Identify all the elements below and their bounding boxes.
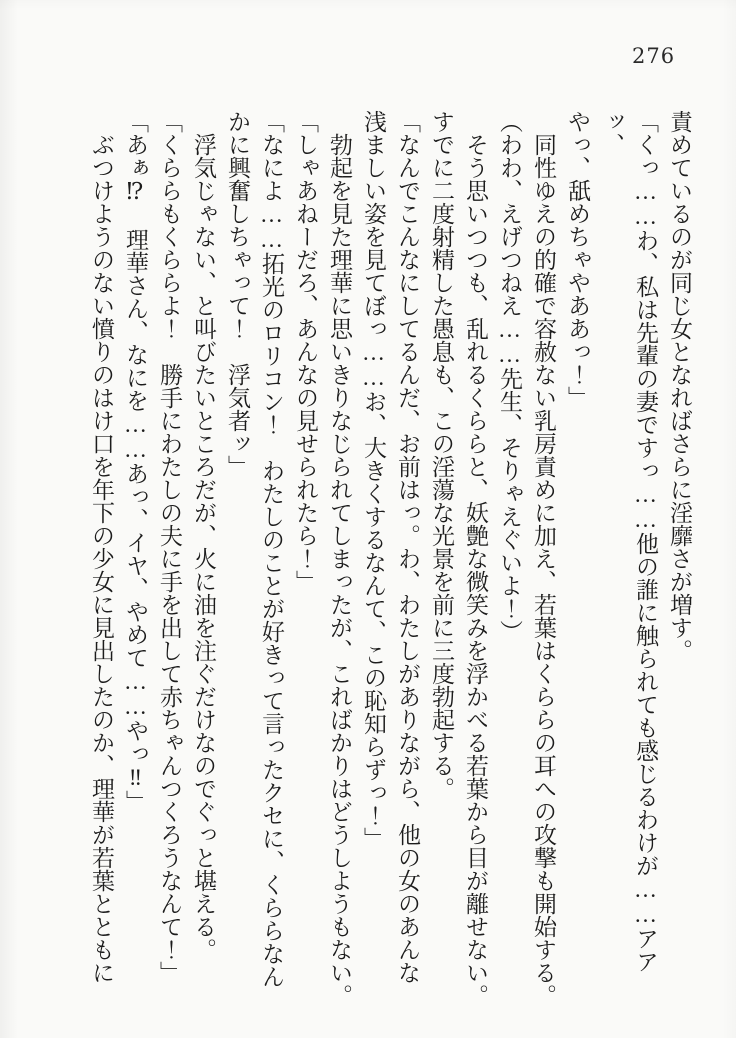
text-column-16: 「あぁ⁉ 理華さん、なにを……あっ、イヤ、やめて……やっ‼」 <box>123 110 148 813</box>
page-number: 276 <box>632 44 676 68</box>
text-column-2: 「くっ……わ、私は先輩の妻ですっ……他の誰に触られても感じるわけが……アアッ、 <box>599 110 658 973</box>
text-column-15: 「くららもくららよ！ 勝手にわたしの夫に手を出して赤ちゃんつくろうなんて！」 <box>157 110 182 984</box>
text-column-17: ぶつけようのない憤りのはけ口を年下の少女に見出したのか、理華が若葉とともに <box>89 110 114 984</box>
text-block <box>84 110 696 1012</box>
text-column-3: やっ、舐めちゃやああっ！」 <box>565 110 590 409</box>
text-column-13: かに興奮しちゃって！ 浮気者ッ」 <box>225 110 250 478</box>
text-column-1: 責めているのが同じ女となればさらに淫靡さが増す。 <box>667 110 692 662</box>
text-column-6: そう思いつつも、乱れるくららと、妖艶な微笑みを浮かべる若葉から目が離せない。 <box>463 110 488 1007</box>
text-column-10: 勃起を見た理華に思いきりなじられてしまったが、こればかりはどうしようもない。 <box>327 110 352 1007</box>
text-column-5: （わわ、えげつねえ……先生、そりゃえぐいよ！） <box>497 110 522 643</box>
text-column-12: 「なによ……拓光のロリコン！ わたしのことが好きって言ったクセに、くららなん <box>259 110 284 988</box>
text-column-4: 同性ゆえの的確で容赦ない乳房責めに加え、若葉はくららの耳への攻撃も開始する。 <box>531 110 556 1007</box>
text-column-8: 「なんでこんなにしてるんだ、お前はっ。わ、わたしがありながら、他の女のあんな <box>395 110 420 984</box>
text-column-14: 浮気じゃない、と叫びたいところだが、火に油を注ぐだけなのでぐっと堪える。 <box>191 110 216 961</box>
text-column-11: 「しゃあねーだろ、あんなの見せられたら！」 <box>293 110 318 593</box>
text-column-9: 浅ましい姿を見てぼっ……お、大きくするなんて、この恥知らずっ！」 <box>361 110 386 850</box>
text-column-7: すでに二度射精した愚息も、この淫蕩な光景を前に三度勃起する。 <box>429 110 454 800</box>
